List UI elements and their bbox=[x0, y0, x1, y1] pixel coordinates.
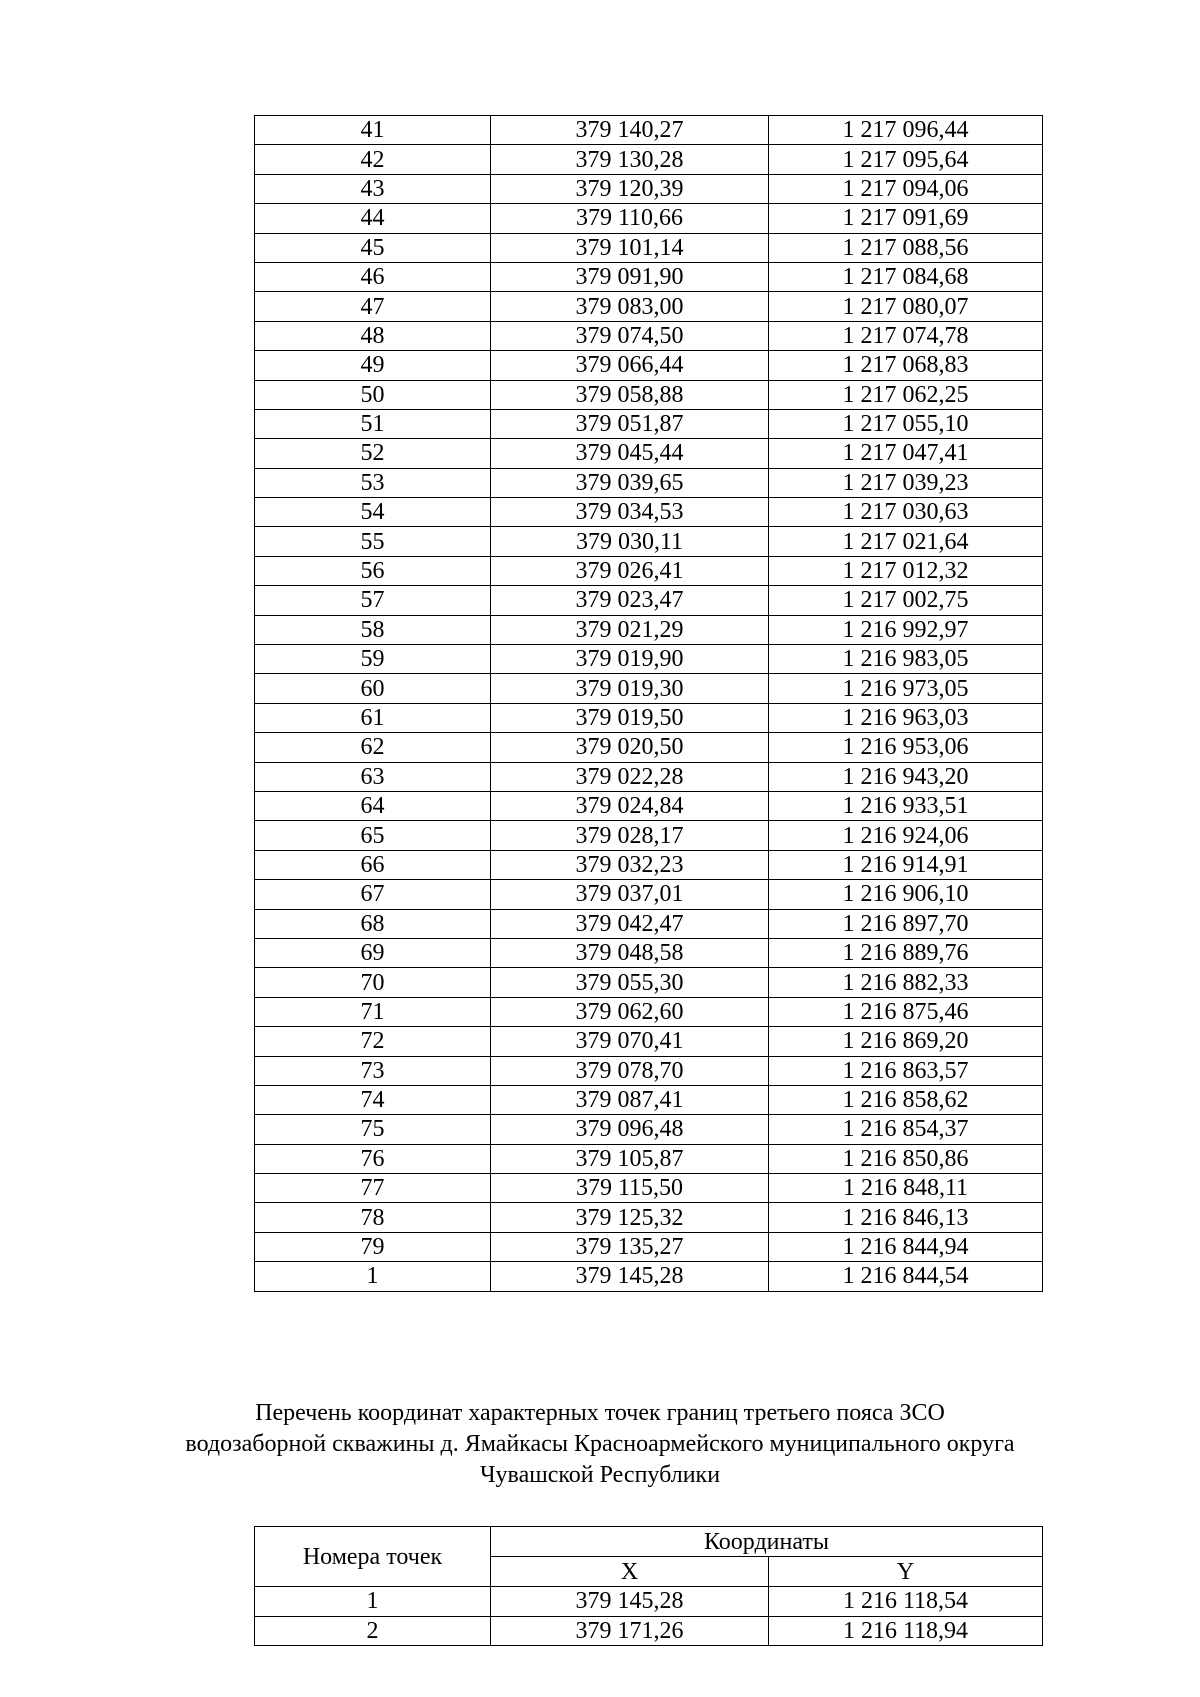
y-coordinate-cell: 1 216 973,05 bbox=[769, 674, 1043, 703]
header-y: Y bbox=[769, 1557, 1043, 1587]
y-coordinate-cell: 1 217 084,68 bbox=[769, 262, 1043, 291]
caption-line-2: водозаборной скважины д. Ямайкасы Красноармейского муниципального округа bbox=[185, 1431, 1015, 1457]
x-coordinate-cell: 379 019,30 bbox=[491, 674, 769, 703]
point-number-cell: 67 bbox=[255, 880, 491, 909]
x-coordinate-cell: 379 055,30 bbox=[491, 968, 769, 997]
table-row bbox=[255, 997, 1043, 1026]
x-coordinate-cell: 379 028,17 bbox=[491, 821, 769, 850]
point-number-cell: 77 bbox=[255, 1174, 491, 1203]
caption-line-3: Чувашской Республики bbox=[479, 1462, 721, 1488]
y-coordinate-cell: 1 216 863,57 bbox=[769, 1056, 1043, 1085]
point-number-cell: 51 bbox=[255, 409, 491, 438]
x-coordinate-cell: 379 023,47 bbox=[491, 586, 769, 615]
y-coordinate-cell: 1 216 897,70 bbox=[769, 909, 1043, 938]
table-row bbox=[255, 1232, 1043, 1261]
y-coordinate-cell: 1 216 848,11 bbox=[769, 1174, 1043, 1203]
table-row bbox=[255, 145, 1043, 174]
table-row bbox=[255, 674, 1043, 703]
coordinates-table-body bbox=[255, 116, 1043, 1292]
x-coordinate-cell: 379 021,29 bbox=[491, 615, 769, 644]
point-number-cell: 48 bbox=[255, 321, 491, 350]
point-number-cell: 54 bbox=[255, 498, 491, 527]
third-zone-table-body bbox=[255, 1587, 1043, 1646]
point-number-cell: 62 bbox=[255, 733, 491, 762]
point-number-cell: 75 bbox=[255, 1115, 491, 1144]
table-row bbox=[255, 351, 1043, 380]
point-number-cell: 73 bbox=[255, 1056, 491, 1085]
point-number-cell: 61 bbox=[255, 703, 491, 732]
x-coordinate-cell: 379 045,44 bbox=[491, 439, 769, 468]
point-number-cell: 56 bbox=[255, 556, 491, 585]
point-number-cell: 69 bbox=[255, 938, 491, 967]
x-coordinate-cell: 379 019,50 bbox=[491, 703, 769, 732]
x-coordinate-cell: 379 115,50 bbox=[491, 1174, 769, 1203]
point-number-cell: 76 bbox=[255, 1144, 491, 1173]
x-coordinate-cell: 379 051,87 bbox=[491, 409, 769, 438]
y-coordinate-cell: 1 217 088,56 bbox=[769, 233, 1043, 262]
header-row bbox=[255, 1527, 1043, 1557]
x-coordinate-cell: 379 024,84 bbox=[491, 791, 769, 820]
y-coordinate-cell: 1 217 062,25 bbox=[769, 380, 1043, 409]
y-coordinate-cell: 1 216 914,91 bbox=[769, 850, 1043, 879]
table-row bbox=[255, 703, 1043, 732]
x-coordinate-cell: 379 020,50 bbox=[491, 733, 769, 762]
table-row bbox=[255, 586, 1043, 615]
y-coordinate-cell: 1 217 091,69 bbox=[769, 204, 1043, 233]
y-coordinate-cell: 1 216 118,94 bbox=[769, 1616, 1043, 1646]
point-number-cell: 74 bbox=[255, 1085, 491, 1114]
table-header bbox=[255, 1527, 1043, 1587]
point-number-cell: 57 bbox=[255, 586, 491, 615]
y-coordinate-cell: 1 217 068,83 bbox=[769, 351, 1043, 380]
point-number-cell: 2 bbox=[255, 1616, 491, 1646]
header-point-numbers: Номера точек bbox=[255, 1527, 491, 1587]
table-row bbox=[255, 233, 1043, 262]
y-coordinate-cell: 1 216 953,06 bbox=[769, 733, 1043, 762]
x-coordinate-cell: 379 091,90 bbox=[491, 262, 769, 291]
x-coordinate-cell: 379 048,58 bbox=[491, 938, 769, 967]
x-coordinate-cell: 379 026,41 bbox=[491, 556, 769, 585]
y-coordinate-cell: 1 217 030,63 bbox=[769, 498, 1043, 527]
x-coordinate-cell: 379 074,50 bbox=[491, 321, 769, 350]
table-row bbox=[255, 439, 1043, 468]
x-coordinate-cell: 379 078,70 bbox=[491, 1056, 769, 1085]
table-row bbox=[255, 380, 1043, 409]
point-number-cell: 72 bbox=[255, 1027, 491, 1056]
y-coordinate-cell: 1 217 055,10 bbox=[769, 409, 1043, 438]
table-row bbox=[255, 1587, 1043, 1617]
x-coordinate-cell: 379 058,88 bbox=[491, 380, 769, 409]
y-coordinate-cell: 1 217 096,44 bbox=[769, 116, 1043, 145]
table-row bbox=[255, 821, 1043, 850]
x-coordinate-cell: 379 120,39 bbox=[491, 174, 769, 203]
x-coordinate-cell: 379 039,65 bbox=[491, 468, 769, 497]
x-coordinate-cell: 379 022,28 bbox=[491, 762, 769, 791]
point-number-cell: 43 bbox=[255, 174, 491, 203]
table-row bbox=[255, 1056, 1043, 1085]
table-row bbox=[255, 1174, 1043, 1203]
table-row bbox=[255, 968, 1043, 997]
table-row bbox=[255, 762, 1043, 791]
y-coordinate-cell: 1 216 882,33 bbox=[769, 968, 1043, 997]
table-row bbox=[255, 204, 1043, 233]
table-row bbox=[255, 556, 1043, 585]
table-row bbox=[255, 791, 1043, 820]
y-coordinate-cell: 1 216 983,05 bbox=[769, 645, 1043, 674]
table-row bbox=[255, 262, 1043, 291]
y-coordinate-cell: 1 217 039,23 bbox=[769, 468, 1043, 497]
x-coordinate-cell: 379 125,32 bbox=[491, 1203, 769, 1232]
y-coordinate-cell: 1 216 943,20 bbox=[769, 762, 1043, 791]
x-coordinate-cell: 379 145,28 bbox=[491, 1587, 769, 1617]
y-coordinate-cell: 1 216 869,20 bbox=[769, 1027, 1043, 1056]
point-number-cell: 68 bbox=[255, 909, 491, 938]
point-number-cell: 46 bbox=[255, 262, 491, 291]
point-number-cell: 65 bbox=[255, 821, 491, 850]
y-coordinate-cell: 1 217 074,78 bbox=[769, 321, 1043, 350]
y-coordinate-cell: 1 216 850,86 bbox=[769, 1144, 1043, 1173]
caption-line-1: Перечень координат характерных точек границ третьего пояса ЗСО bbox=[255, 1400, 945, 1426]
y-coordinate-cell: 1 217 047,41 bbox=[769, 439, 1043, 468]
table-row bbox=[255, 468, 1043, 497]
x-coordinate-cell: 379 145,28 bbox=[491, 1262, 769, 1291]
point-number-cell: 1 bbox=[255, 1262, 491, 1291]
point-number-cell: 58 bbox=[255, 615, 491, 644]
y-coordinate-cell: 1 216 875,46 bbox=[769, 997, 1043, 1026]
table-row bbox=[255, 1115, 1043, 1144]
x-coordinate-cell: 379 037,01 bbox=[491, 880, 769, 909]
y-coordinate-cell: 1 216 889,76 bbox=[769, 938, 1043, 967]
y-coordinate-cell: 1 216 844,54 bbox=[769, 1262, 1043, 1291]
table-row bbox=[255, 733, 1043, 762]
third-zone-coordinates-table bbox=[254, 1526, 1043, 1646]
point-number-cell: 64 bbox=[255, 791, 491, 820]
table-row bbox=[255, 409, 1043, 438]
table-row bbox=[255, 850, 1043, 879]
y-coordinate-cell: 1 216 118,54 bbox=[769, 1587, 1043, 1617]
x-coordinate-cell: 379 083,00 bbox=[491, 292, 769, 321]
table-row bbox=[255, 909, 1043, 938]
x-coordinate-cell: 379 087,41 bbox=[491, 1085, 769, 1114]
x-coordinate-cell: 379 062,60 bbox=[491, 997, 769, 1026]
x-coordinate-cell: 379 066,44 bbox=[491, 351, 769, 380]
point-number-cell: 60 bbox=[255, 674, 491, 703]
point-number-cell: 63 bbox=[255, 762, 491, 791]
table-row bbox=[255, 880, 1043, 909]
y-coordinate-cell: 1 216 846,13 bbox=[769, 1203, 1043, 1232]
table-row bbox=[255, 1616, 1043, 1646]
y-coordinate-cell: 1 216 844,94 bbox=[769, 1232, 1043, 1261]
point-number-cell: 79 bbox=[255, 1232, 491, 1261]
table-row bbox=[255, 645, 1043, 674]
y-coordinate-cell: 1 216 906,10 bbox=[769, 880, 1043, 909]
point-number-cell: 70 bbox=[255, 968, 491, 997]
x-coordinate-cell: 379 101,14 bbox=[491, 233, 769, 262]
point-number-cell: 50 bbox=[255, 380, 491, 409]
section-caption bbox=[150, 1398, 1050, 1491]
x-coordinate-cell: 379 042,47 bbox=[491, 909, 769, 938]
point-number-cell: 49 bbox=[255, 351, 491, 380]
y-coordinate-cell: 1 216 924,06 bbox=[769, 821, 1043, 850]
x-coordinate-cell: 379 096,48 bbox=[491, 1115, 769, 1144]
point-number-cell: 78 bbox=[255, 1203, 491, 1232]
point-number-cell: 55 bbox=[255, 527, 491, 556]
x-coordinate-cell: 379 110,66 bbox=[491, 204, 769, 233]
x-coordinate-cell: 379 032,23 bbox=[491, 850, 769, 879]
y-coordinate-cell: 1 216 933,51 bbox=[769, 791, 1043, 820]
table-row bbox=[255, 116, 1043, 145]
x-coordinate-cell: 379 070,41 bbox=[491, 1027, 769, 1056]
table-row bbox=[255, 1262, 1043, 1291]
x-coordinate-cell: 379 030,11 bbox=[491, 527, 769, 556]
y-coordinate-cell: 1 217 094,06 bbox=[769, 174, 1043, 203]
table-row bbox=[255, 1144, 1043, 1173]
point-number-cell: 53 bbox=[255, 468, 491, 497]
y-coordinate-cell: 1 217 021,64 bbox=[769, 527, 1043, 556]
y-coordinate-cell: 1 217 095,64 bbox=[769, 145, 1043, 174]
x-coordinate-cell: 379 019,90 bbox=[491, 645, 769, 674]
table-row bbox=[255, 321, 1043, 350]
point-number-cell: 47 bbox=[255, 292, 491, 321]
point-number-cell: 52 bbox=[255, 439, 491, 468]
y-coordinate-cell: 1 217 012,32 bbox=[769, 556, 1043, 585]
y-coordinate-cell: 1 216 854,37 bbox=[769, 1115, 1043, 1144]
point-number-cell: 41 bbox=[255, 116, 491, 145]
point-number-cell: 71 bbox=[255, 997, 491, 1026]
table-row bbox=[255, 174, 1043, 203]
x-coordinate-cell: 379 140,27 bbox=[491, 116, 769, 145]
y-coordinate-cell: 1 217 002,75 bbox=[769, 586, 1043, 615]
header-x: X bbox=[491, 1557, 769, 1587]
table-row bbox=[255, 1085, 1043, 1114]
table-row bbox=[255, 292, 1043, 321]
header-coordinates: Координаты bbox=[491, 1527, 1043, 1557]
point-number-cell: 59 bbox=[255, 645, 491, 674]
x-coordinate-cell: 379 034,53 bbox=[491, 498, 769, 527]
coordinates-table-continued bbox=[254, 115, 1043, 1292]
table-row bbox=[255, 1203, 1043, 1232]
y-coordinate-cell: 1 216 858,62 bbox=[769, 1085, 1043, 1114]
point-number-cell: 66 bbox=[255, 850, 491, 879]
y-coordinate-cell: 1 216 992,97 bbox=[769, 615, 1043, 644]
table-row bbox=[255, 1027, 1043, 1056]
point-number-cell: 42 bbox=[255, 145, 491, 174]
table-row bbox=[255, 498, 1043, 527]
x-coordinate-cell: 379 105,87 bbox=[491, 1144, 769, 1173]
x-coordinate-cell: 379 130,28 bbox=[491, 145, 769, 174]
y-coordinate-cell: 1 216 963,03 bbox=[769, 703, 1043, 732]
point-number-cell: 1 bbox=[255, 1587, 491, 1617]
table-row bbox=[255, 615, 1043, 644]
x-coordinate-cell: 379 171,26 bbox=[491, 1616, 769, 1646]
point-number-cell: 44 bbox=[255, 204, 491, 233]
table-row bbox=[255, 527, 1043, 556]
y-coordinate-cell: 1 217 080,07 bbox=[769, 292, 1043, 321]
x-coordinate-cell: 379 135,27 bbox=[491, 1232, 769, 1261]
table-row bbox=[255, 938, 1043, 967]
point-number-cell: 45 bbox=[255, 233, 491, 262]
